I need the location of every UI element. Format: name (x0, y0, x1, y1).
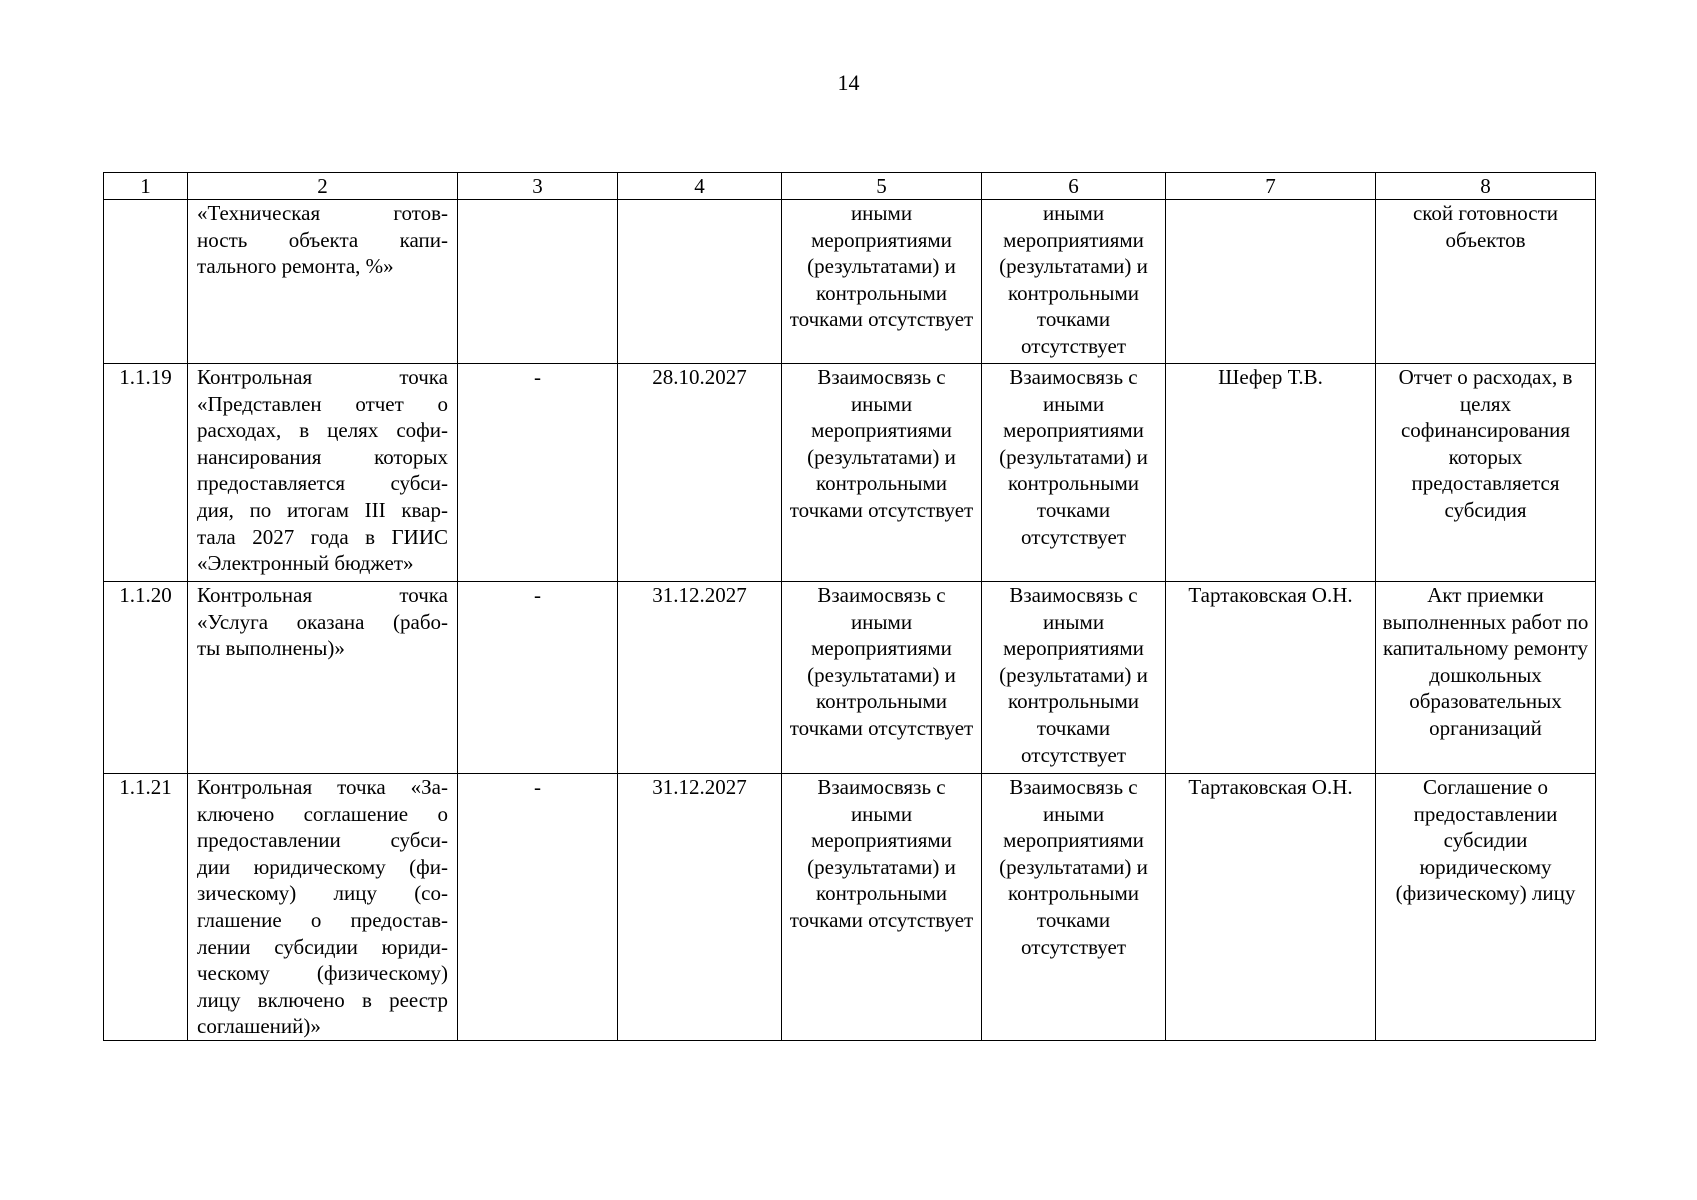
result-cell (1376, 200, 1596, 364)
row-number-cell (104, 582, 188, 774)
column-5-text: иными мероприятиями (результатами) и контрольными точками отсутствует (789, 201, 974, 332)
result-text: ской готовности объектов (1412, 201, 1559, 252)
date-value: 31.12.2027 (652, 775, 747, 799)
name-cell (188, 364, 458, 582)
name-text-line: лении субсидии юриди- (197, 934, 448, 959)
name-text-line: соглашений)» (197, 1014, 321, 1039)
table-row (104, 582, 1596, 774)
result-text: Отчет о расходах, в целях софинансирования которых предоставляется субсидия (1398, 365, 1573, 522)
name-text-line: ключено соглашение о (197, 801, 448, 826)
name-text-line: дии юридическому (фи- (197, 854, 448, 879)
name-cell (188, 200, 458, 364)
column-5-text: Взаимосвязь с иными мероприятиями (результатами) и контрольными точками отсутствует (789, 775, 974, 932)
column-3-cell (458, 582, 618, 774)
name-text-line: глашение о предостав- (197, 907, 448, 932)
column-3-value: - (534, 365, 541, 389)
responsible-name: Шефер Т.В. (1218, 365, 1323, 389)
row-number-cell (104, 364, 188, 582)
control-points-table (103, 172, 1596, 1041)
column-header: 3 (458, 173, 618, 200)
responsible-name: Тартаковская О.Н. (1188, 775, 1353, 799)
name-cell (188, 774, 458, 1041)
responsible-cell (1166, 582, 1376, 774)
name-text-line: дия, по итогам III квар- (197, 497, 448, 522)
result-cell (1376, 774, 1596, 1041)
date-cell (618, 364, 782, 582)
name-text-line: «Техническая готов- (197, 201, 448, 225)
table-header-row (104, 173, 1596, 200)
responsible-name: Тартаковская О.Н. (1188, 583, 1353, 607)
column-5-cell (782, 364, 982, 582)
column-header: 2 (188, 173, 458, 200)
column-header: 7 (1166, 173, 1376, 200)
name-text-line: Контрольная точка (197, 583, 448, 607)
name-cell (188, 582, 458, 774)
name-text-line: ность объекта капи- (197, 227, 448, 252)
date-cell (618, 200, 782, 364)
column-5-cell (782, 582, 982, 774)
name-text-line: тала 2027 года в ГИИС (197, 524, 448, 549)
result-text: Акт приемки выполненных работ по капитальному ремонту дошкольных образовательных организаций (1382, 583, 1589, 740)
responsible-cell (1166, 200, 1376, 364)
date-value: 31.12.2027 (652, 583, 747, 607)
responsible-cell (1166, 364, 1376, 582)
column-5-cell (782, 200, 982, 364)
row-number: 1.1.19 (119, 365, 172, 389)
result-cell (1376, 364, 1596, 582)
column-6-text: Взаимосвязь с иными мероприятиями (результатами) и контрольными точками отсутствует (999, 583, 1148, 767)
name-text-line: зическому) лицу (со- (197, 881, 448, 906)
name-text-line: Контрольная точка (197, 365, 448, 389)
date-value: 28.10.2027 (652, 365, 747, 389)
column-3-value: - (534, 583, 541, 607)
table-row (104, 774, 1596, 1041)
name-text-line: «Электронный бюджет» (197, 551, 414, 576)
column-5-text: Взаимосвязь с иными мероприятиями (результатами) и контрольными точками отсутствует (789, 583, 974, 740)
name-text-line: предоставлении субси- (197, 828, 448, 853)
name-text-line: «Услуга оказана (рабо- (197, 609, 448, 634)
column-3-cell (458, 364, 618, 582)
responsible-cell (1166, 774, 1376, 1041)
name-text-line: нансирования которых (197, 444, 448, 469)
name-text-line: тального ремонта, %» (197, 254, 394, 279)
column-5-cell (782, 774, 982, 1041)
result-text: Соглашение о предоставлении субсидии юридическому (физическому) лицу (1395, 775, 1576, 906)
column-6-text: иными мероприятиями (результатами) и контрольными точками отсутствует (999, 201, 1148, 358)
column-header: 8 (1376, 173, 1596, 200)
column-6-text: Взаимосвязь с иными мероприятиями (результатами) и контрольными точками отсутствует (999, 775, 1148, 959)
name-text-line: ческому (физическому) (197, 961, 448, 986)
column-6-cell (982, 582, 1166, 774)
result-cell (1376, 582, 1596, 774)
column-3-value: - (534, 775, 541, 799)
column-header: 6 (982, 173, 1166, 200)
date-cell (618, 774, 782, 1041)
table-row (104, 364, 1596, 582)
column-header: 5 (782, 173, 982, 200)
name-text-line: расходах, в целях софи- (197, 418, 448, 443)
row-number-cell (104, 774, 188, 1041)
column-6-text: Взаимосвязь с иными мероприятиями (результатами) и контрольными точками отсутствует (999, 365, 1148, 549)
column-header: 1 (104, 173, 188, 200)
row-number: 1.1.21 (119, 775, 172, 799)
column-6-cell (982, 200, 1166, 364)
name-text-line: лицу включено в реестр (197, 987, 448, 1012)
date-cell (618, 582, 782, 774)
name-text-line: Контрольная точка «За- (197, 775, 448, 799)
row-number-cell (104, 200, 188, 364)
column-header: 4 (618, 173, 782, 200)
column-3-cell (458, 774, 618, 1041)
column-6-cell (982, 364, 1166, 582)
name-text-line: предоставляется субси- (197, 471, 448, 496)
row-number: 1.1.20 (119, 583, 172, 607)
name-text-line: ты выполнены)» (197, 636, 345, 661)
page-number: 14 (837, 70, 860, 95)
table-row (104, 200, 1596, 364)
column-6-cell (982, 774, 1166, 1041)
column-3-cell (458, 200, 618, 364)
column-5-text: Взаимосвязь с иными мероприятиями (результатами) и контрольными точками отсутствует (789, 365, 974, 522)
name-text-line: «Представлен отчет о (197, 391, 448, 416)
